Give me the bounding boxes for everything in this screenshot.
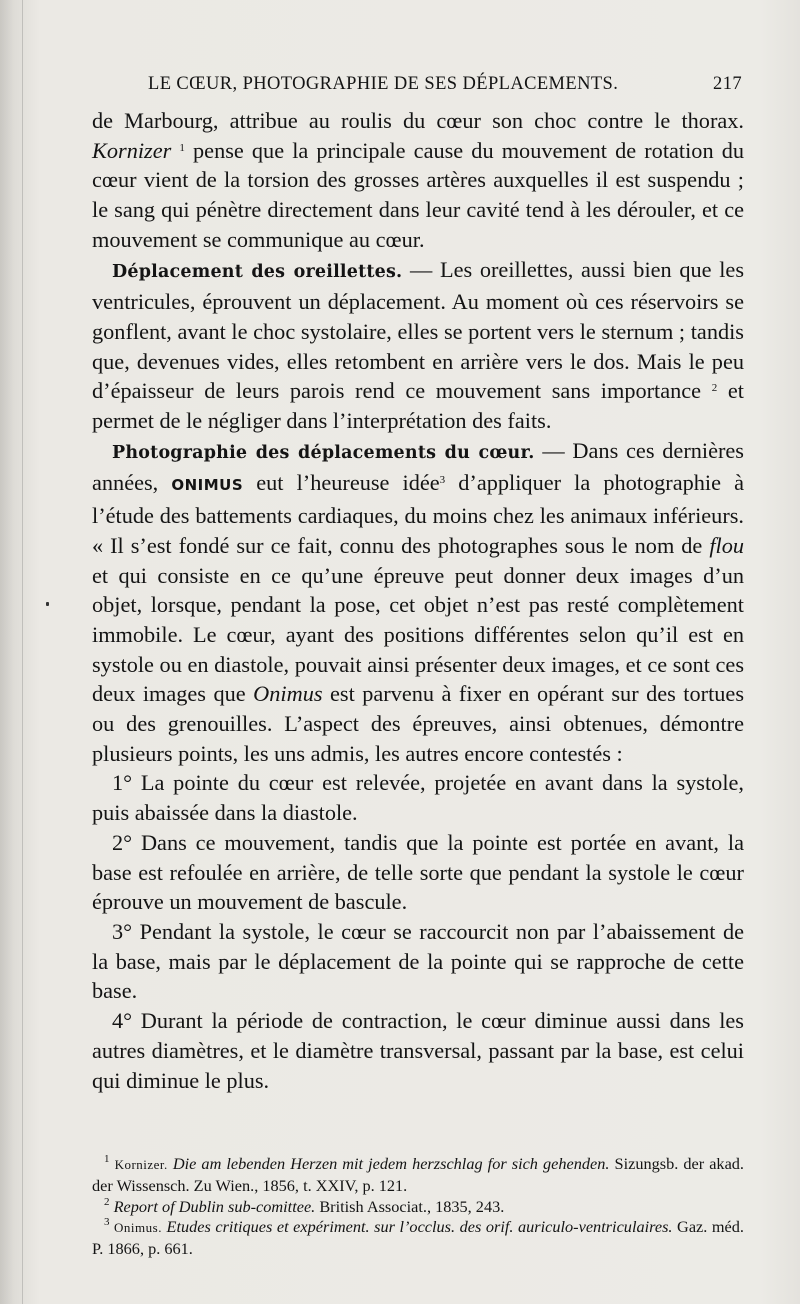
list-item-3: 3° Pendant la systole, le cœur se raccourcit non par l’abaissement de la base, mais par le déplacement de la pointe qui se rapproche de cette base. xyxy=(92,918,744,1004)
footnote-1 xyxy=(92,1154,744,1197)
section-photographie xyxy=(92,436,744,769)
footnote-3 xyxy=(92,1217,744,1260)
footnote-3-rest: Gaz. méd. P. 1866, p. 661. xyxy=(92,1217,744,1259)
section2-text-d: est parvenu à fixer en opérant sur des tortues ou des grenouilles. L’aspect des épreuves, ainsi obtenues, démontre plusieurs points, les uns admis, les autres encore contestés : xyxy=(92,681,744,766)
intro-paragraph xyxy=(92,106,744,255)
kornizer-name: Kornizer xyxy=(92,137,172,163)
footnote-3-author: Onimus. xyxy=(114,1220,162,1236)
footnote-3-number: 3 xyxy=(104,1216,110,1229)
footnote-3-title: Etudes critiques et expériment. sur l’occlus. des orif. auriculo-ventriculaires. xyxy=(166,1217,673,1237)
footnote-ref-1: 1 xyxy=(179,141,185,154)
footnote-2-title: Report of Dublin sub-comittee. xyxy=(113,1196,316,1216)
author-onimus: ONIMUS xyxy=(171,476,244,495)
section2-text-b: d’appliquer la photographie à l’étude des battements cardiaques, du moins chez les animaux inférieurs. « Il s’est fondé sur ce fait, connu des photographes sous le nom de xyxy=(92,470,744,558)
footnote-1-number: 1 xyxy=(104,1153,110,1165)
onimus-italic: Onimus xyxy=(253,681,323,707)
section-oreillettes xyxy=(92,255,744,436)
flou-term: flou xyxy=(709,532,744,558)
main-text xyxy=(92,106,744,1095)
intro-text-b: pense que la principale cause du mouvement de rotation du cœur vient de la torsion des grosses artères auxquelles il est suspendu ; le sang qui pénètre directement dans leur cavité tend à les dérouler, et ce mouvement se communique au cœur. xyxy=(92,137,745,252)
binding-gutter xyxy=(22,0,23,1304)
section2-text-a: eut l’heureuse idée xyxy=(243,470,440,496)
footnote-ref-2: 2 xyxy=(711,382,718,395)
running-title: LE CŒUR, PHOTOGRAPHIE DE SES DÉPLACEMENTS. xyxy=(148,74,619,94)
footnote-1-title: Die am lebenden Herzen mit jedem herzschlag for sich gehenden. xyxy=(172,1154,610,1173)
section2-text-c: et qui consiste en ce qu’une épreuve peut donner deux images d’un objet, lorsque, pendant la pose, cet objet n’est pas resté complètement immobile. Le cœur, ayant des positions différentes selon qu’il est en systole ou en diastole, pouvait ainsi présenter deux images, et ce sont ces deux images que xyxy=(92,562,744,707)
footnote-2-rest: British Associat., 1835, 243. xyxy=(315,1196,505,1216)
footnotes xyxy=(92,1154,744,1260)
ink-speck xyxy=(46,602,49,606)
page-number: 217 xyxy=(713,74,742,94)
footnote-2 xyxy=(92,1197,744,1218)
footnote-2-number: 2 xyxy=(104,1195,110,1208)
section1-text-b: et permet de le négliger dans l’interprétation des faits. xyxy=(92,378,745,434)
footnote-1-author: Kornizer. xyxy=(114,1157,168,1172)
footnote-1-rest: Sizungsb. der akad. der Wissensch. Zu Wien., 1856, t. XXIV, p. 121. xyxy=(92,1154,745,1195)
section2-dash: — Dans ces dernières années, xyxy=(92,437,744,496)
running-header xyxy=(92,72,742,102)
list-item-2: 2° Dans ce mouvement, tandis que la pointe est portée en avant, la base est refoulée en arrière, de telle sorte que pendant la systole le cœur éprouve un mouvement de bascule. xyxy=(92,829,744,915)
list-item-1: 1° La pointe du cœur est relevée, projetée en avant dans la systole, puis abaissée dans la diastole. xyxy=(92,770,744,826)
section-heading-photographie: Photographie des déplacements du cœur. xyxy=(112,442,535,463)
list-item-4: 4° Durant la période de contraction, le cœur diminue aussi dans les autres diamètres, et le diamètre transversal, passant par la base, est celui qui diminue le plus. xyxy=(92,1008,744,1093)
section1-text-a: — Les oreillettes, aussi bien que les ventricules, éprouvent un déplacement. Au moment où ces réservoirs se gonflent, avant le choc systolaire, elles se portent vers le sternum ; tandis que, devenues vides, elles retombent en arrière vers le dos. Mais le peu d’épaisseur de leurs parois rend ce mouvement sans importance xyxy=(92,256,744,404)
section-heading-oreillettes: Déplacement des oreillettes. xyxy=(112,261,403,282)
footnote-ref-3: 3 xyxy=(439,474,446,487)
intro-text-a: de Marbourg, attribue au roulis du cœur son choc contre le thorax. xyxy=(92,108,744,133)
